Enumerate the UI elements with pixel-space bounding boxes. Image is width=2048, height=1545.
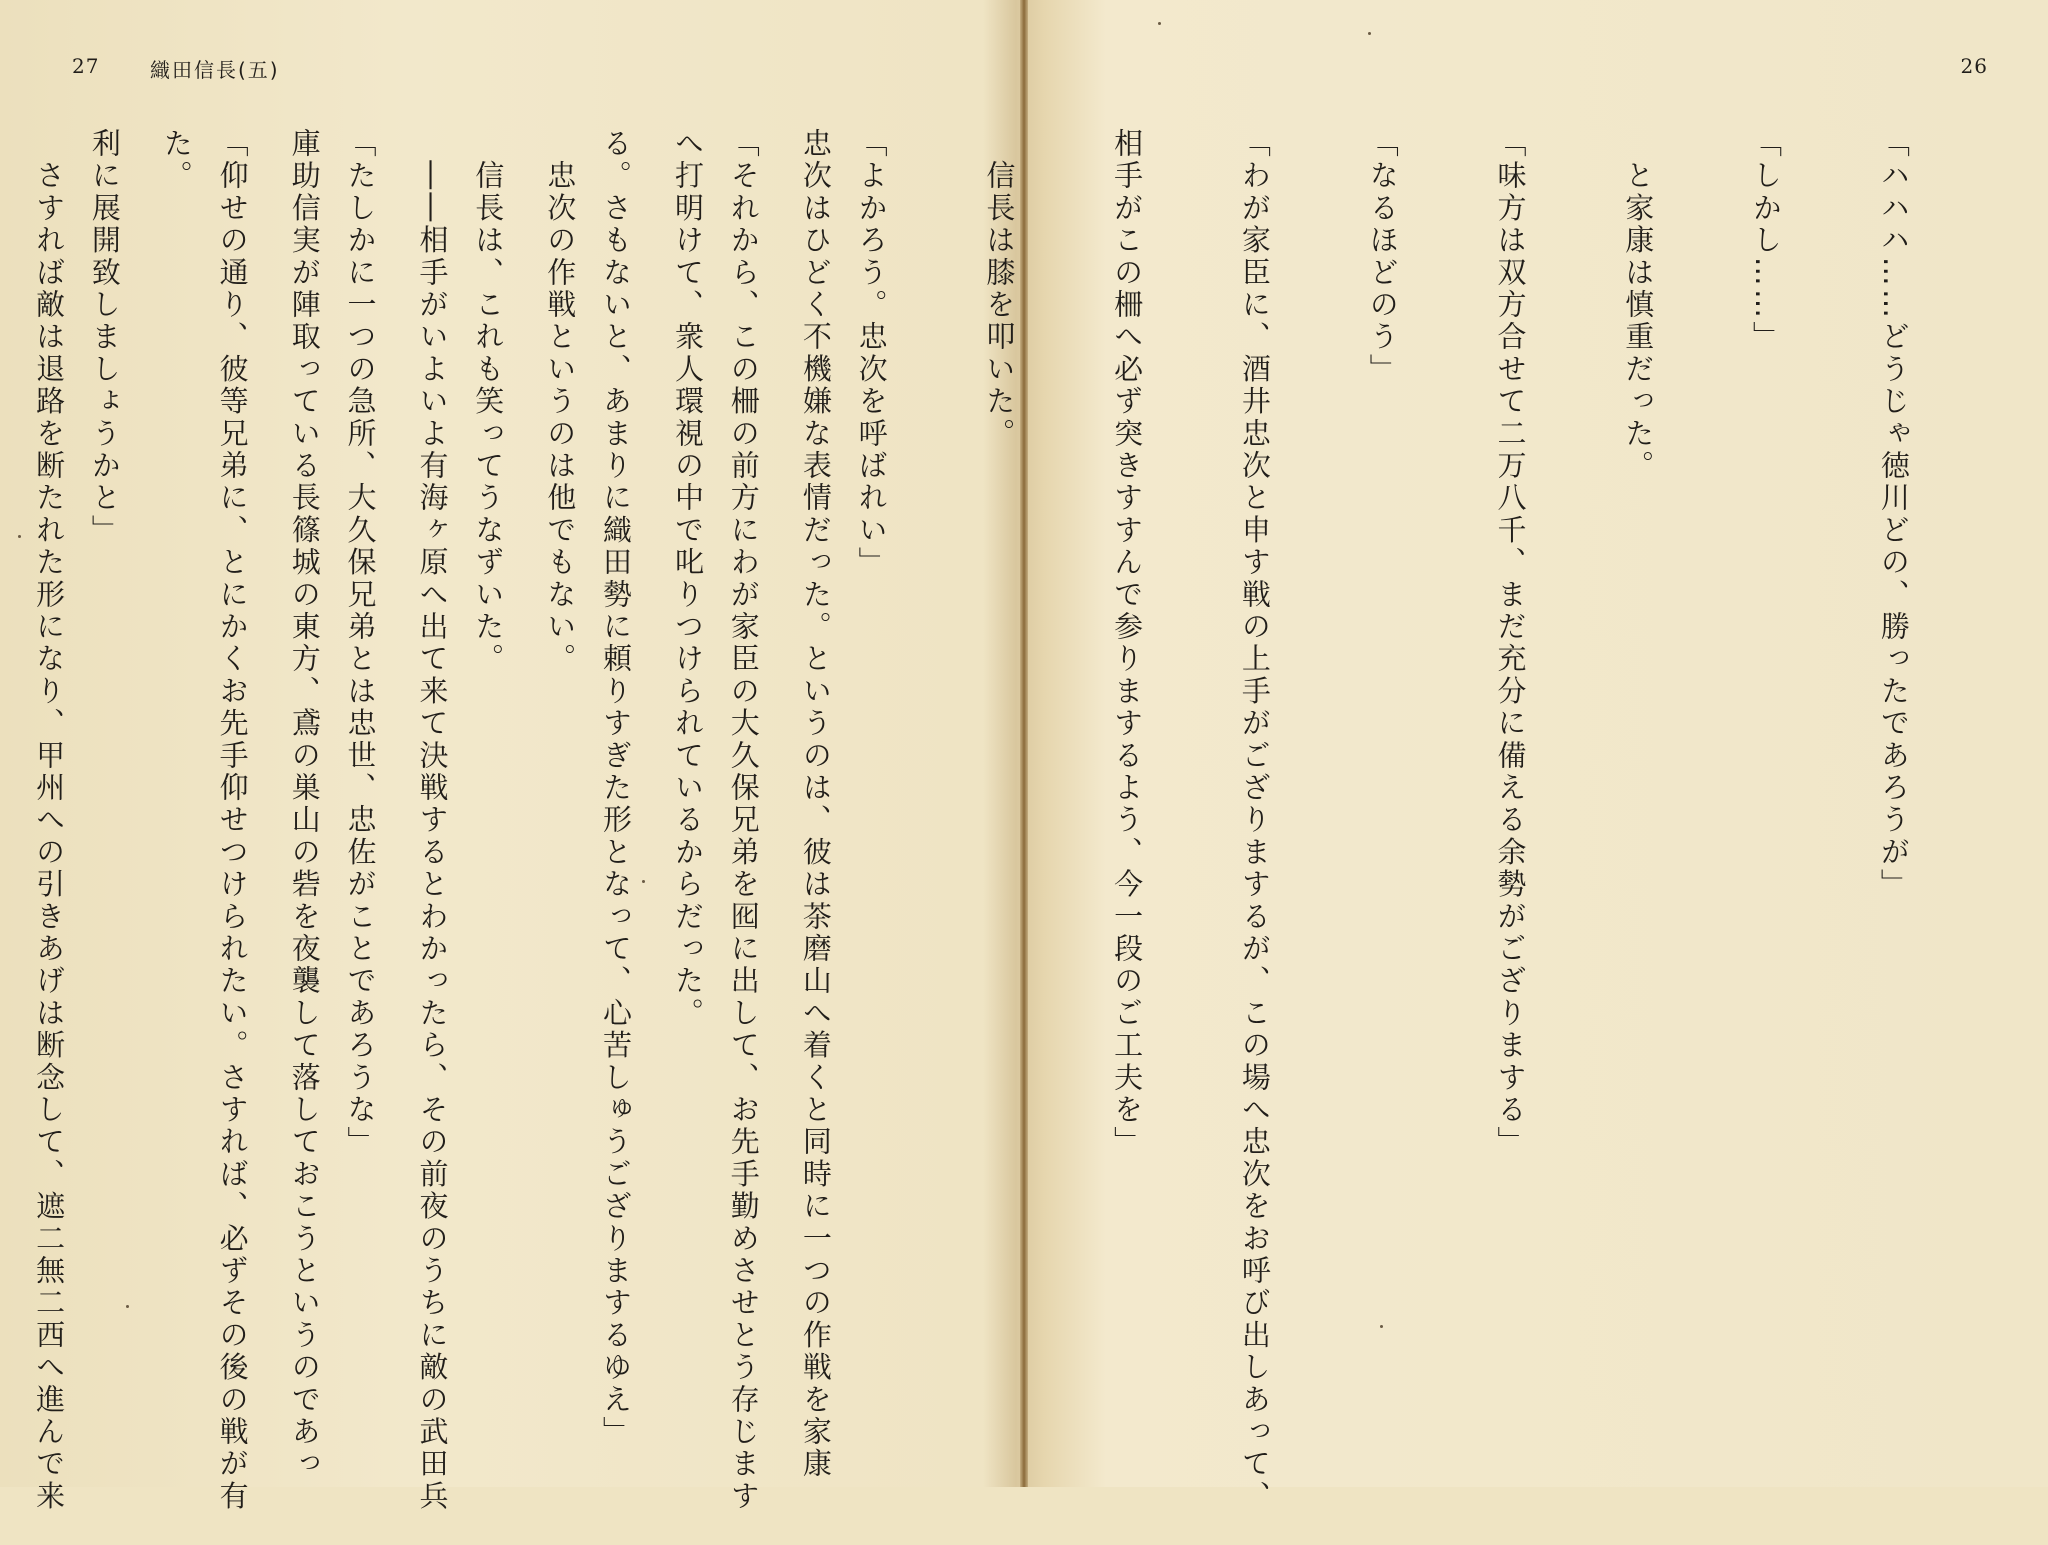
- text-line: 忠次の作戦というのは他でもない。: [543, 128, 578, 676]
- paper-speck: [1368, 32, 1371, 35]
- paper-speck: [18, 535, 21, 538]
- text-line: さすれば敵は退路を断たれた形になり、甲州への引きあげは断念して、遮二無二西へ進んで来: [32, 128, 67, 1513]
- text-line: 庫助信実が陣取っている長篠城の東方、鳶の巣山の砦を夜襲して落しておこうというのであっ: [287, 128, 322, 1481]
- text-line: ――相手がいよいよ有海ヶ原へ出て来て決戦するとわかったら、その前夜のうちに敵の武田兵: [415, 128, 450, 1513]
- text-line: 「わが家臣に、酒井忠次と申す戦の上手がござりまするが、この場へ忠次をお呼び出しあって、: [1237, 128, 1272, 1513]
- right-page-body: [0, 128, 2000, 1513]
- text-line: る。さもないと、あまりに織田勢に頼りすぎた形となって、心苦しゅうござりまするゆえ」: [599, 128, 633, 1449]
- paper-speck: [126, 1305, 129, 1308]
- text-line: 「なるほどのう」: [1365, 128, 1400, 386]
- text-line: へ打明けて、衆人環視の中で叱りつけられているからだった。: [671, 128, 706, 1030]
- paper-speck: [1380, 1325, 1383, 1328]
- text-line: 信長は、これも笑ってうなずいた。: [471, 128, 506, 676]
- text-line: 信長は膝を叩いた。: [982, 128, 1017, 450]
- text-line: た。: [159, 128, 194, 193]
- text-line: 「ハハハ……どうじゃ徳川どの、勝ったであろうが」: [1876, 128, 1911, 901]
- text-line: 「それから、この柵の前方にわが家臣の大久保兄弟を囮に出して、お先手勤めさせとう存じます: [726, 128, 761, 1513]
- text-line: と家康は慎重だった。: [1621, 128, 1656, 483]
- text-line: 「味方は双方合せて二万八千、まだ充分に備える余勢がござりまする」: [1493, 128, 1528, 1159]
- paper-speck: [642, 880, 645, 883]
- text-line: 利に展開致しましょうかと」: [87, 128, 122, 547]
- text-line: 忠次はひどく不機嫌な表情だった。というのは、彼は茶磨山へ着くと同時に一つの作戦を家康: [798, 128, 833, 1481]
- text-line: 「よかろう。忠次を呼ばれい」: [854, 128, 889, 579]
- text-line: 「たしかに一つの急所、大久保兄弟とは忠世、忠佐がことであろうな」: [343, 128, 378, 1159]
- page-number-left: 27: [72, 54, 100, 78]
- text-line: 「しかし……」: [1749, 128, 1784, 354]
- text-line: 「仰せの通り、彼等兄弟に、とにかくお先手仰せつけられたい。さすれば、必ずその後の戦が有: [215, 128, 250, 1513]
- paper-speck: [1158, 22, 1161, 25]
- text-line: 相手がこの柵へ必ず突きすすんで参りまするよう、今一段のご工夫を」: [1110, 128, 1145, 1159]
- running-title: 織田信長(五): [150, 58, 280, 82]
- page-number-right: 26: [1960, 54, 1988, 78]
